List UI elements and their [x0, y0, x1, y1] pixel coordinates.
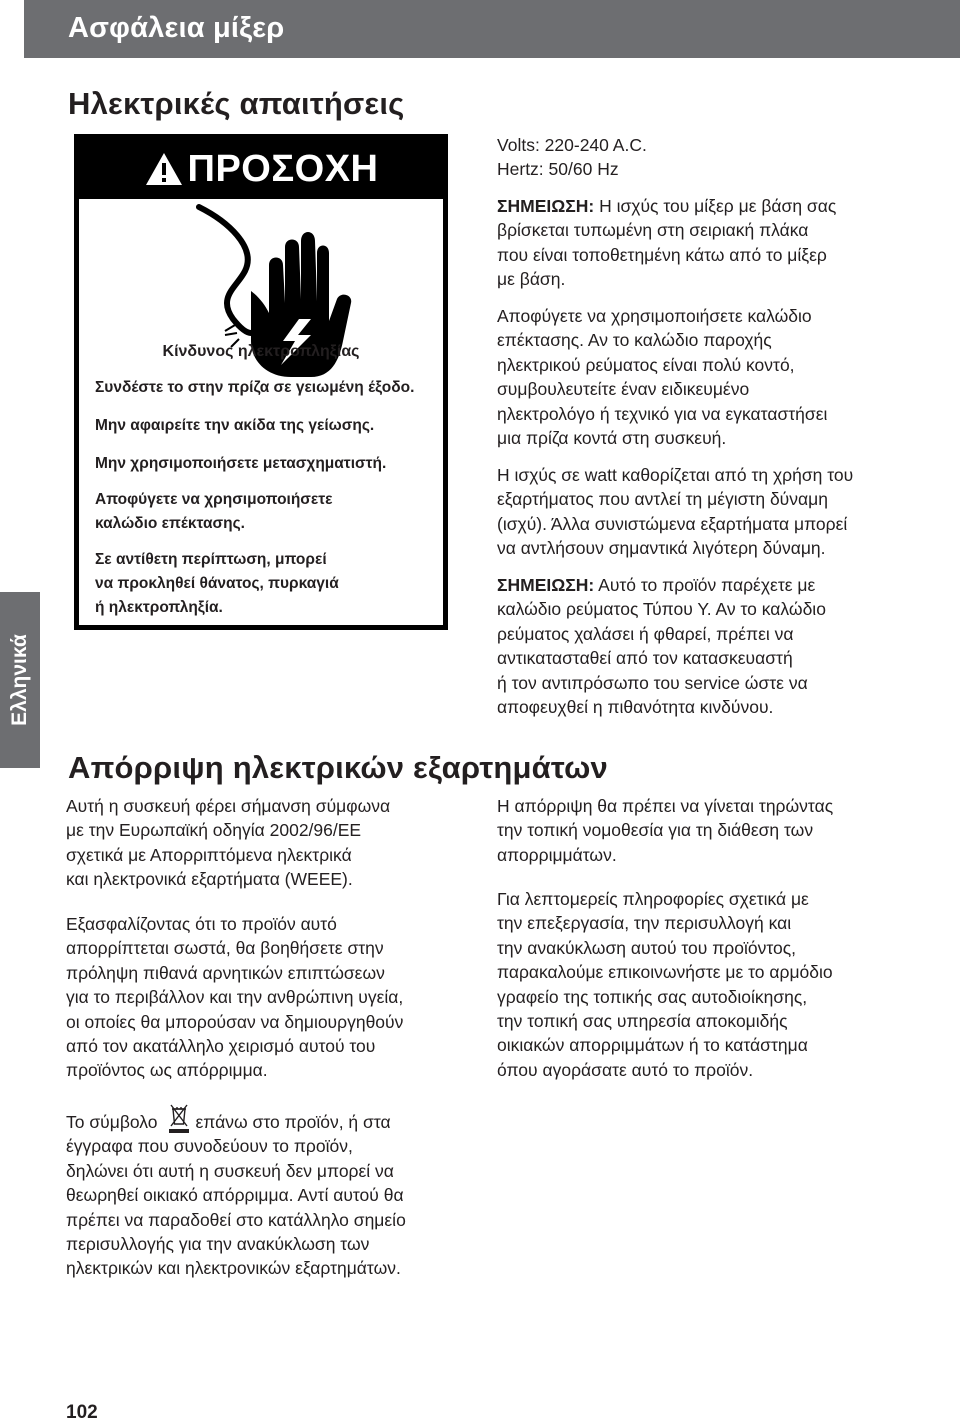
paragraph-line: γραφείο της τοπικής σας αυτοδιοίκησης, — [497, 986, 808, 1007]
warning-line: Μην αφαιρείτε την ακίδα της γείωσης. — [95, 417, 375, 434]
volts-text: Volts: 220-240 A.C. — [497, 135, 647, 155]
warning-title: ΠΡΟΣΟΧΗ — [187, 147, 379, 190]
paragraph-line: να αντλήσουν σημαντικά λιγότερη δύναμη. — [497, 538, 826, 559]
paragraph-line: (ισχύ). Άλλα συνιστώμενα εξαρτήματα μπορεί — [497, 513, 848, 534]
warning-box — [74, 134, 448, 630]
warning-triangle-icon — [144, 151, 184, 187]
note-label: ΣΗΜΕΙΩΣΗ: — [497, 575, 595, 595]
detailed-info-paragraph — [497, 887, 833, 1082]
environment-paragraph — [66, 912, 403, 1083]
paragraph-line: μια πρίζα κοντά στη συσκευή. — [497, 428, 727, 449]
wattage-paragraph — [497, 463, 853, 561]
weee-directive-paragraph — [66, 794, 390, 892]
paragraph-line: έγγραφα που συνοδεύουν το προϊόν, — [66, 1136, 353, 1157]
page-number: 102 — [66, 1402, 98, 1423]
paragraph-line: όπου αγοράσατε αυτό το προϊόν. — [497, 1059, 754, 1080]
paragraph-line: ηλεκτρολόγο ή τεχνικό για να εγκαταστήσει — [497, 403, 828, 424]
paragraph-line: εξαρτήματος που αντλεί τη μέγιστη δύναμη — [497, 489, 828, 510]
paragraph-line: απορριμμάτων. — [497, 844, 617, 865]
paragraph-line: την ανακύκλωση αυτού του προϊόντος, — [497, 937, 797, 958]
note-text: αντικατασταθεί από τον κατασκευαστή — [497, 648, 793, 669]
note-text: Αυτό το προϊόν παρέχετε με — [594, 575, 816, 595]
paragraph-text: Το σύμβολο — [66, 1112, 158, 1132]
note-text: καλώδιο ρεύματος Τύπου Υ. Αν το καλώδιο — [497, 599, 826, 620]
paragraph-line: οικιακών απορριμμάτων ή το κατάστημα — [497, 1035, 808, 1056]
page-title: Ασφάλεια μίξερ — [68, 12, 285, 44]
paragraph-line: με την Ευρωπαϊκή οδηγία 2002/96/ΕΕ — [66, 820, 362, 841]
header-bar — [24, 0, 960, 58]
hertz-text: Hertz: 50/60 Hz — [497, 159, 619, 180]
paragraph-line: πρέπει να παραδοθεί στο κατάλληλο σημείο — [66, 1209, 406, 1230]
paragraph-line: την τοπική νομοθεσία για τη διάθεση των — [497, 820, 814, 841]
paragraph-text: επάνω στο προϊόν, ή στα — [195, 1112, 391, 1132]
paragraph-line: ηλεκτρικών και ηλεκτρονικών εξαρτημάτων. — [66, 1258, 401, 1279]
note-text: βρίσκεται τυπωμένη στη σειριακή πλάκα — [497, 220, 809, 241]
crossed-out-bin-icon — [168, 1102, 190, 1134]
paragraph-line: Εξασφαλίζοντας ότι το προϊόν αυτό — [66, 914, 337, 934]
paragraph-line: δηλώνει ότι αυτή η συσκευή δεν μπορεί να — [66, 1160, 394, 1181]
paragraph-line: παρακαλούμε επικοινωνήστε με το αρμόδιο — [497, 962, 833, 983]
paragraph-line: Αποφύγετε να χρησιμοποιήσετε καλώδιο — [497, 306, 812, 326]
paragraph-line: επέκτασης. Αν το καλώδιο παροχής — [497, 330, 772, 351]
paragraph-line: την τοπική σας υπηρεσία αποκομιδής — [497, 1011, 788, 1032]
warning-line: να προκληθεί θάνατος, πυρκαγιά — [95, 575, 339, 592]
paragraph-line: την επεξεργασία, την περισυλλογή και — [497, 913, 792, 934]
paragraph-line: θεωρηθεί οικιακό απόρριμμα. Αντί αυτού θα — [66, 1185, 404, 1206]
note-text: που είναι τοποθετημένη κάτω από το μίξερ — [497, 244, 827, 265]
note-text: αποφευχθεί η πιθανότητα κινδύνου. — [497, 697, 774, 718]
paragraph-line: απορρίπτεται σωστά, θα βοηθήσετε στην — [66, 938, 384, 959]
local-legislation-paragraph — [497, 794, 833, 867]
language-side-tab-label: Ελληνικά — [8, 634, 31, 726]
note-text: Η ισχύς του μίξερ με βάση σας — [594, 196, 837, 216]
paragraph-line: για το περιβάλλον και την ανθρώπινη υγεία, — [66, 987, 404, 1008]
warning-line: καλώδιο επέκτασης. — [95, 515, 245, 532]
paragraph-line: περισυλλογής για την ανακύκλωση των — [66, 1234, 370, 1255]
paragraph-line: από τον ακατάλληλο χειρισμό αυτού του — [66, 1036, 376, 1057]
warning-subtitle: Κίνδυνος ηλεκτροπληξίας — [162, 343, 360, 360]
paragraph-line: Αυτή η συσκευή φέρει σήμανση σύμφωνα — [66, 796, 391, 816]
paragraph-line: συμβουλευτείτε έναν ειδικευμένο — [497, 379, 750, 400]
warning-line: Μην χρησιμοποιήσετε μετασχηματιστή. — [95, 455, 387, 472]
paragraph-line: Για λεπτομερείς πληροφορίες σχετικά με — [497, 889, 809, 909]
warning-line: Σε αντίθετη περίπτωση, μπορεί — [95, 551, 327, 568]
paragraph-line: πρόληψη πιθανά αρνητικών επιπτώσεων — [66, 962, 385, 983]
symbol-paragraph — [66, 1102, 406, 1281]
note-text: ρεύματος χαλάσει ή φθαρεί, πρέπει να — [497, 623, 794, 644]
warning-header — [79, 139, 443, 199]
note-label: ΣΗΜΕΙΩΣΗ: — [497, 196, 595, 216]
warning-line: ή ηλεκτροπληξία. — [95, 599, 223, 616]
paragraph-line: ηλεκτρικού ρεύματος είναι πολύ κοντό, — [497, 354, 795, 375]
disposal-heading: Απόρριψη ηλεκτρικών εξαρτημάτων — [68, 750, 608, 785]
note-power-cord — [497, 573, 826, 719]
extension-cord-paragraph — [497, 304, 827, 450]
note-text: ή τον αντιπρόσωπο του service ώστε να — [497, 672, 808, 693]
language-side-tab — [0, 592, 40, 768]
paragraph-line: οι οποίες θα μπορούσαν να δημιουργηθούν — [66, 1011, 404, 1032]
note-text: με βάση. — [497, 269, 566, 290]
electrical-requirements-heading: Ηλεκτρικές απαιτήσεις — [68, 86, 405, 121]
paragraph-line: προϊόντος ως απόρριμμα. — [66, 1060, 268, 1081]
paragraph-line: Η απόρριψη θα πρέπει να γίνεται τηρώντας — [497, 796, 834, 816]
note-serial-plate — [497, 194, 836, 292]
warning-line: Αποφύγετε να χρησιμοποιήσετε — [95, 491, 333, 508]
paragraph-line: Η ισχύς σε watt καθορίζεται από τη χρήση του — [497, 465, 854, 485]
warning-line: Συνδέστε το στην πρίζα σε γειωμένη έξοδο. — [95, 379, 415, 396]
paragraph-line: σχετικά με Απορριπτόμενα ηλεκτρικά — [66, 844, 352, 865]
electrical-specs — [497, 133, 647, 182]
paragraph-line: και ηλεκτρονικά εξαρτήματα (WEEE). — [66, 869, 353, 890]
